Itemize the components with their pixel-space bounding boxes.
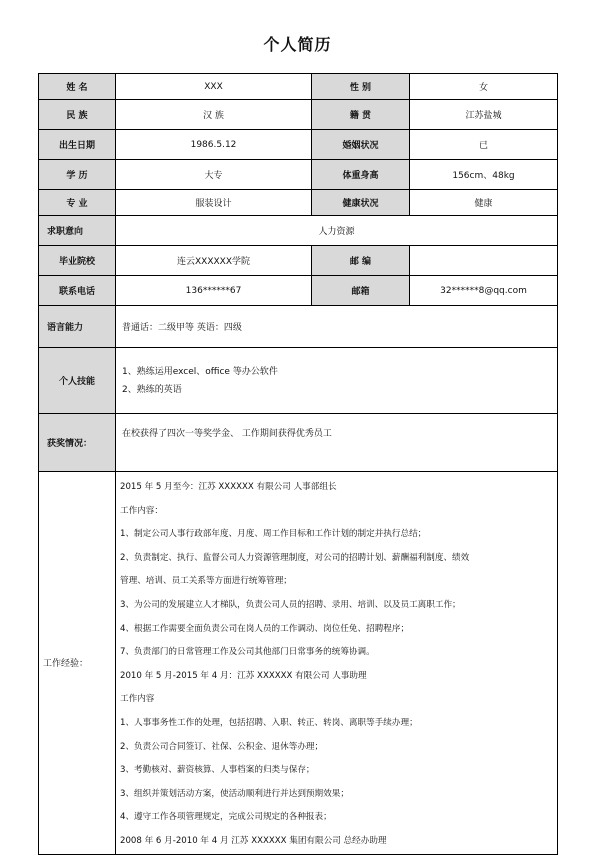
- work-line: 2015 年 5 月至今：江苏 XXXXXX 有限公司 人事部组长: [120, 482, 337, 492]
- health-value: 健康: [410, 190, 558, 216]
- work-line: 1、制定公司人事行政部年度、月度、周工作目标和工作计划的制定并执行总结；: [120, 529, 427, 540]
- work-line: 2010 年 5 月-2015 年 4 月：江苏 XXXXXX 有限公司 人事助理: [120, 670, 367, 681]
- table-row: [39, 74, 558, 100]
- major-value: 服装设计: [116, 190, 312, 216]
- list-item: 1、熟练运用excel、office 等办公软件: [122, 366, 278, 377]
- phone-label: 联系电话: [39, 276, 116, 306]
- email-value: 32******8@qq.com: [410, 276, 558, 306]
- major-label: 专 业: [39, 190, 116, 216]
- work-line: 2、负责制定、执行、监督公司人力资源管理制度，对公司的招聘计划、薪酬福利制度、绩效: [120, 552, 470, 563]
- table-row: [39, 306, 558, 348]
- table-row: [39, 472, 558, 855]
- page-title: 个人简历: [263, 35, 332, 54]
- marital-status-label: 婚姻状况: [312, 130, 410, 160]
- work-line: 工作内容: [120, 694, 155, 705]
- table-row: [39, 348, 558, 414]
- gender-value: 女: [410, 74, 558, 100]
- table-row: [39, 100, 558, 130]
- job-intention-value: 人力资源: [116, 216, 558, 246]
- work-line: 4、根据工作需要全面负责公司在岗人员的工作调动、岗位任免、招聘程序；: [120, 623, 410, 634]
- skills-list: [116, 348, 558, 414]
- table-row: [39, 160, 558, 190]
- postcode-label: 邮 编: [312, 246, 410, 276]
- language-label: 语言能力: [39, 306, 116, 348]
- awards-value: 在校获得了四次一等奖学金、 工作期间获得优秀员工: [116, 414, 558, 472]
- table-row: [39, 414, 558, 472]
- postcode-value: [410, 246, 558, 276]
- table-row: [39, 276, 558, 306]
- work-line: 3、考勤核对、薪资核算、人事档案的归类与保存；: [120, 765, 315, 776]
- name-label: 姓 名: [39, 74, 116, 100]
- native-place-value: 江苏盐城: [410, 100, 558, 130]
- work-line: 4、遵守工作各项管理规定，完成公司规定的各种报表；: [120, 812, 332, 823]
- ethnicity-value: 汉 族: [116, 100, 312, 130]
- school-label: 毕业院校: [39, 246, 116, 276]
- job-intention-label: 求职意向: [39, 216, 116, 246]
- ethnicity-label: 民 族: [39, 100, 116, 130]
- work-line: 3、组织并策划活动方案，使活动顺利进行并达到预期效果；: [120, 788, 349, 799]
- height-weight-label: 体重身高: [312, 160, 410, 190]
- table-row: [39, 130, 558, 160]
- work-line: 工作内容：: [120, 505, 163, 516]
- height-weight-value: 156cm、48kg: [410, 160, 558, 190]
- work-line: 管理、培训、员工关系等方面进行统筹管理；: [120, 576, 292, 587]
- work-experience-content: [116, 472, 558, 855]
- birth-date-label: 出生日期: [39, 130, 116, 160]
- skills-label: 个人技能: [39, 348, 116, 414]
- work-line: 7、负责部门的日常管理工作及公司其他部门日常事务的统筹协调。: [120, 647, 375, 658]
- awards-label: 获奖情况：: [39, 414, 116, 472]
- native-place-label: 籍 贯: [312, 100, 410, 130]
- list-item: 2、熟练的英语: [122, 384, 182, 395]
- birth-date-value: 1986.5.12: [116, 130, 312, 160]
- resume-table: [38, 73, 558, 855]
- table-row: [39, 190, 558, 216]
- education-label: 学 历: [39, 160, 116, 190]
- work-line: 2008 年 6 月-2010 年 4 月 江苏 XXXXXX 集团有限公司 总经办助理: [120, 835, 387, 846]
- phone-value: 136******67: [116, 276, 312, 306]
- gender-label: 性 别: [312, 74, 410, 100]
- language-value: 普通话：二级甲等 英语：四级: [116, 306, 558, 348]
- table-row: [39, 216, 558, 246]
- education-value: 大专: [116, 160, 312, 190]
- health-label: 健康状况: [312, 190, 410, 216]
- table-row: [39, 246, 558, 276]
- school-value: 连云XXXXXX学院: [116, 246, 312, 276]
- work-line: 2、负责公司合同签订、社保、公积金、退休等办理；: [120, 741, 324, 752]
- work-line: 3、为公司的发展建立人才梯队，负责公司人员的招聘、录用、培训、以及员工离职工作；: [120, 599, 461, 610]
- email-label: 邮箱: [312, 276, 410, 306]
- work-line: 1、人事事务性工作的处理，包括招聘、入职、转正、转岗、离职等手续办理；: [120, 717, 418, 728]
- name-value: XXX: [116, 74, 312, 100]
- marital-status-value: 已: [410, 130, 558, 160]
- work-experience-label: 工作经验：: [39, 472, 116, 855]
